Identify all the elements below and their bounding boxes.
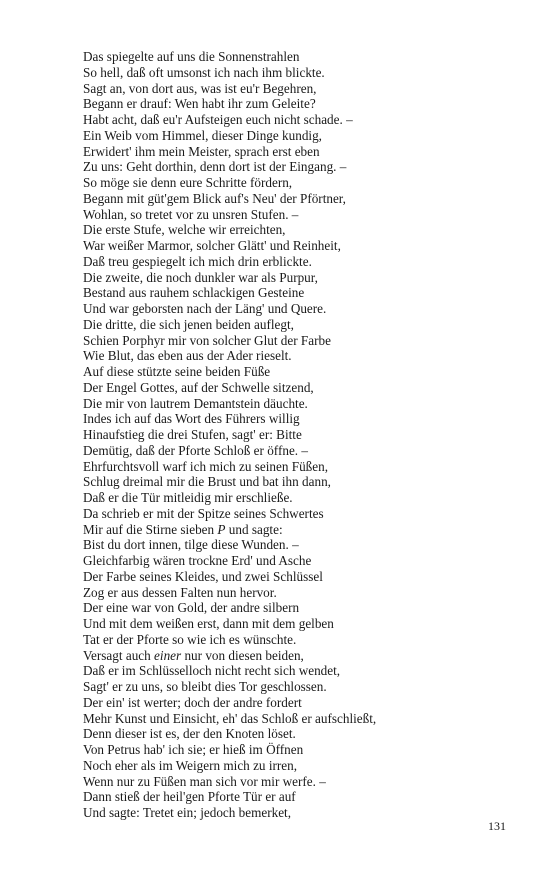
verse-line: Der eine war von Gold, der andre silbern <box>83 600 300 616</box>
verse-line: Ein Weib vom Himmel, dieser Dinge kundig, <box>83 127 322 143</box>
verse-line: Schlug dreimal mir die Brust und bat ihn dann, <box>83 474 331 490</box>
verse-line: Der Engel Gottes, auf der Schwelle sitzend, <box>83 379 314 395</box>
verse-line: Die mir von lautrem Demantstein däuchte. <box>83 395 308 411</box>
verse-line: Der Farbe seines Kleides, und zwei Schlüssel <box>83 568 323 584</box>
verse-line: Mehr Kunst und Einsicht, eh' das Schloß er aufschließt, <box>83 710 377 726</box>
poem-text <box>83 49 523 821</box>
verse-line: Sagt an, von dort aus, was ist eu'r Begehren, <box>83 80 317 96</box>
verse-line: Das spiegelte auf uns die Sonnenstrahlen <box>83 49 300 64</box>
verse-line: Daß er im Schlüsselloch nicht recht sich wendet, <box>83 663 341 679</box>
verse-line: Habt acht, daß eu'r Aufsteigen euch nicht schade. – <box>83 112 353 127</box>
verse-line: Dann stieß der heil'gen Pforte Tür er auf <box>83 789 296 805</box>
verse-line: Daß er die Tür mitleidig mir erschließe. <box>83 490 293 505</box>
page-number: 131 <box>488 819 506 833</box>
verse-line: Denn dieser ist es, der den Knoten löset. <box>83 726 296 742</box>
verse-line: Begann er drauf: Wen habt ihr zum Geleite? <box>83 96 316 112</box>
verse-line: Von Petrus hab' ich sie; er hieß im Öffnen <box>83 742 304 757</box>
verse-line: Erwidert' ihm mein Meister, sprach erst eben <box>83 143 320 159</box>
verse-line: Zog er aus dessen Falten nun hervor. <box>83 584 277 600</box>
verse-line: Zu uns: Geht dorthin, denn dort ist der Eingang. – <box>83 159 347 175</box>
verse-line: Begann mit güt'gem Blick auf's Neu' der Pförtner, <box>83 190 346 206</box>
verse-line: Und war geborsten nach der Läng' und Quere. <box>83 301 327 316</box>
verse-line: Schien Porphyr mir von solcher Glut der Farbe <box>83 332 331 348</box>
verse-line: Bist du dort innen, tilge diese Wunden. – <box>83 537 299 553</box>
verse-line: Mir auf die Stirne sieben P und sagte: <box>83 521 283 537</box>
verse-line: Daß treu gespiegelt ich mich drin erblickte. <box>83 253 312 269</box>
italic-word: einer <box>154 647 182 663</box>
verse-line: Sagt' er zu uns, so bleibt dies Tor geschlossen. <box>83 679 327 694</box>
verse-line: Indes ich auf das Wort des Führers willig <box>83 411 300 427</box>
verse-line: Wenn nur zu Füßen man sich vor mir werfe. – <box>83 773 326 789</box>
verse-line: Auf diese stützte seine beiden Füße <box>83 364 271 379</box>
verse-line: Der ein' ist werter; doch der andre fordert <box>83 694 302 710</box>
verse-line: Hinaufstieg die drei Stufen, sagt' er: Bitte <box>83 427 302 442</box>
verse-line: Ehrfurchtsvoll warf ich mich zu seinen Füßen, <box>83 458 328 474</box>
verse-line: Und mit dem weißen erst, dann mit dem gelben <box>83 616 334 631</box>
verse-line: Da schrieb er mit der Spitze seines Schwertes <box>83 505 324 521</box>
verse-line: Tat er der Pforte so wie ich es wünschte. <box>83 631 297 647</box>
verse-line: Wohlan, so tretet vor zu unsren Stufen. – <box>83 206 299 222</box>
verse-line: Noch eher als im Weigern mich zu irren, <box>83 757 298 773</box>
verse-line: Die zweite, die noch dunkler war als Purpur, <box>83 269 318 285</box>
verse-line: Gleichfarbig wären trockne Erd' und Asche <box>83 553 312 568</box>
verse-line: Demütig, daß der Pforte Schloß er öffne. – <box>83 442 308 458</box>
verse-line: Wie Blut, das eben aus der Ader rieselt. <box>83 348 292 364</box>
verse-line: War weißer Marmor, solcher Glätt' und Reinheit, <box>83 238 341 253</box>
verse-line: Die erste Stufe, welche wir erreichten, <box>83 222 286 238</box>
verse-line: So möge sie denn eure Schritte fördern, <box>83 175 293 190</box>
verse-line: So hell, daß oft umsonst ich nach ihm blickte. <box>83 64 325 80</box>
verse-line: Und sagte: Tretet ein; jedoch bemerket, <box>83 805 292 820</box>
verse-line: Versagt auch einer nur von diesen beiden, <box>83 647 304 663</box>
verse-line: Die dritte, die sich jenen beiden auflegt, <box>83 316 294 332</box>
italic-word: P <box>217 521 226 537</box>
verse-line: Bestand aus rauhem schlackigen Gesteine <box>83 285 305 301</box>
